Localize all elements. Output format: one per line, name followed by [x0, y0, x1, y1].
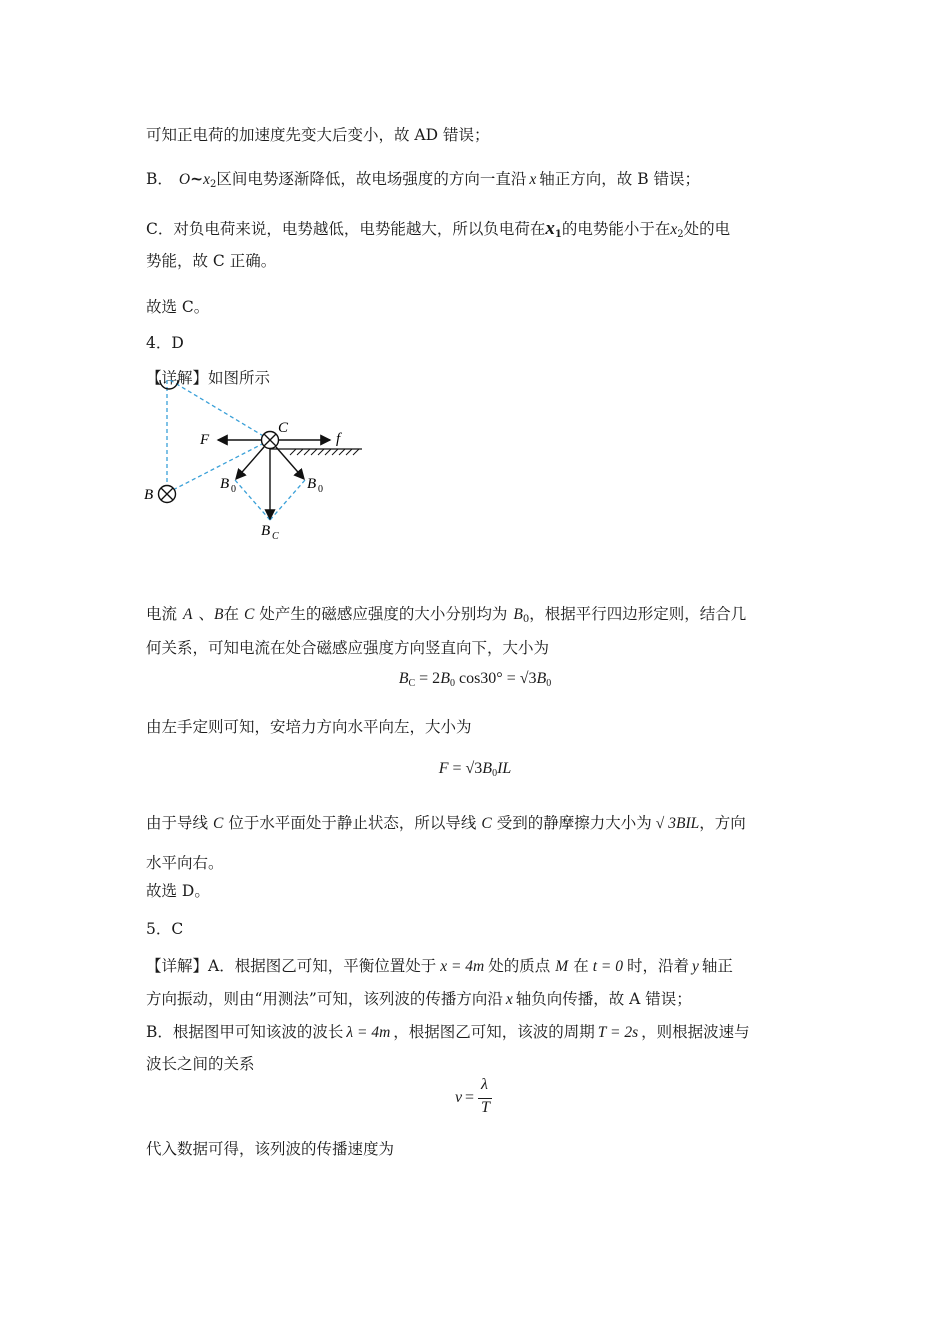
- question-number: 4．D: [146, 334, 184, 352]
- label-b0-left-sub: 0: [231, 484, 236, 495]
- equation: $F = √3B_0IL$: [438, 760, 512, 779]
- equation: v = λ T: [455, 1076, 505, 1122]
- label-b: B: [144, 487, 154, 503]
- label-bc-sub: C: [272, 531, 279, 542]
- text-line: B．根据图甲可知该波的波长 λ = 4m ，根据图乙可知，该波的周期 T = 2s ，则根据波速与: [146, 1023, 750, 1041]
- text-line: 何关系，可知电流在处合磁感应强度方向竖直向下，大小为: [146, 639, 550, 657]
- text-line: 由于导线 C 位于水平面处于静止状态，所以导线 C 受到的静摩擦力大小为 √ 3BIL，方向: [146, 814, 746, 832]
- wire-c-symbol: [262, 432, 279, 449]
- label-c: C: [278, 420, 289, 436]
- equation: $B_C = 2B_0$ $\cos 30^\circ = √3B_0$: [398, 670, 552, 689]
- b0-left-arrow: [236, 447, 264, 479]
- text-line: 水平向右。: [146, 854, 224, 872]
- text-line: 代入数据可得，该列波的传播速度为: [146, 1140, 395, 1158]
- text-line: 可知正电荷的加速度先变大后变小，故 AD 错误；: [146, 126, 490, 144]
- label-bc: B: [261, 523, 271, 539]
- text-line: 方向振动，则由“用测法”可知，该列波的传播方向沿 x 轴负向传播，故 A 错误；: [146, 990, 692, 1008]
- text-line: 【详解】如图所示: [146, 369, 271, 387]
- wire-b-symbol: [159, 486, 176, 503]
- label-friction: f: [336, 431, 341, 447]
- wire-a-symbol: [160, 380, 178, 389]
- dashed-line: [270, 480, 305, 520]
- label-b0-left: B: [220, 476, 230, 492]
- text-line: 【详解】A．根据图乙可知，平衡位置处于 x = 4m 处的质点 M 在 t = 0 时，沿着 y 轴正: [146, 957, 733, 975]
- text-line: 波长之间的关系: [146, 1055, 255, 1073]
- label-b0-right-sub: 0: [318, 484, 323, 495]
- question-number: 5．C: [146, 920, 184, 938]
- force-diagram: [140, 380, 370, 545]
- label-b0-right: B: [307, 476, 317, 492]
- text-line: 故选 C。: [146, 298, 210, 316]
- dashed-line: [167, 440, 270, 493]
- dashed-line: [170, 380, 270, 440]
- text-line: 由左手定则可知，安培力方向水平向左，大小为: [146, 718, 472, 736]
- text-line: 电流 A 、B在 C 处产生的磁感应强度的大小分别均为 $B_0$，根据平行四边形定则，结合几: [146, 605, 747, 625]
- dashed-line: [235, 480, 270, 520]
- text-line: 故选 D。: [146, 882, 210, 900]
- text-line: B． $O\sim x_2$区间电势逐渐降低，故电场强度的方向一直沿 x 轴正方向，故 B 错误；: [146, 169, 701, 190]
- ground-hatch: [290, 449, 359, 455]
- text-line: C．对负电荷来说，电势越低，电势能越大，所以负电荷在$x_1$的电势能小于在$x_2$处的电: [146, 218, 731, 240]
- label-f: F: [200, 432, 210, 448]
- text-line: 势能，故 C 正确。: [146, 252, 277, 270]
